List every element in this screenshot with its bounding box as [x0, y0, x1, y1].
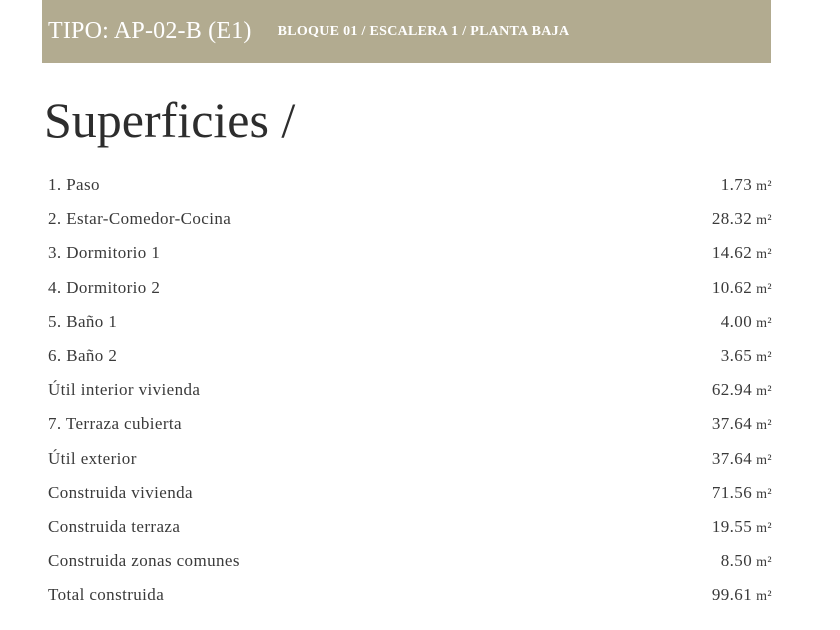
surface-value: [721, 551, 772, 571]
surface-value: [712, 414, 772, 434]
surface-row: [48, 305, 772, 339]
surface-value: [721, 312, 772, 332]
surface-label: Útil interior vivienda: [48, 380, 201, 400]
surface-value: [712, 243, 772, 263]
surface-value: [712, 517, 772, 537]
surface-value: [712, 449, 772, 469]
surface-label: 7. Terraza cubierta: [48, 414, 182, 434]
surface-value: [712, 380, 772, 400]
surface-value-number: 62.94: [711, 380, 753, 400]
surface-label: Total construida: [48, 585, 165, 605]
surface-row: [48, 271, 772, 305]
surface-value-number: 14.62: [711, 243, 753, 263]
surface-unit: m²: [756, 520, 772, 536]
surface-row: [48, 202, 772, 236]
surface-unit: m²: [756, 486, 772, 502]
surface-label: 5. Baño 1: [48, 311, 118, 331]
surface-value: [712, 483, 772, 503]
surface-row: [48, 407, 772, 441]
surface-label: Útil exterior: [48, 448, 137, 468]
surface-value: [712, 209, 772, 229]
surface-row: [48, 373, 772, 407]
surface-value: [712, 278, 772, 298]
surface-value-number: 10.62: [711, 277, 753, 297]
surface-value-number: 8.50: [720, 551, 753, 571]
surface-unit: m²: [756, 452, 772, 468]
surface-label: Construida terraza: [48, 516, 181, 536]
surface-row: [48, 510, 772, 544]
surface-value-number: 99.61: [711, 585, 753, 605]
surface-row: [48, 236, 772, 270]
surface-value-number: 37.64: [711, 414, 753, 434]
surface-row: [48, 578, 772, 612]
surface-value: [721, 346, 772, 366]
surface-label: 3. Dormitorio 1: [48, 243, 161, 263]
location-subtitle: BLOQUE 01 / ESCALERA 1 / PLANTA BAJA: [277, 23, 570, 39]
surface-value: [721, 175, 772, 195]
surface-label: 2. Estar-Comedor-Cocina: [48, 209, 232, 229]
surface-unit: m²: [756, 179, 772, 195]
header-band: [42, 0, 771, 63]
surface-value-number: 3.65: [720, 346, 753, 366]
surface-unit: m²: [756, 555, 772, 571]
surface-label: 6. Baño 2: [48, 346, 118, 366]
surface-value-number: 4.00: [720, 311, 753, 331]
surface-row: [48, 168, 772, 202]
surface-value: [712, 585, 772, 605]
surface-row: [48, 544, 772, 578]
surface-list: [48, 168, 772, 612]
surface-row: [48, 339, 772, 373]
surface-unit: m²: [756, 281, 772, 297]
surface-value-number: 37.64: [711, 448, 753, 468]
surface-value-number: 28.32: [711, 209, 753, 229]
surface-value-number: 71.56: [711, 482, 753, 502]
surface-label: 1. Paso: [48, 175, 100, 195]
surface-unit: m²: [756, 315, 772, 331]
surface-unit: m²: [756, 247, 772, 263]
surface-value-number: 1.73: [720, 175, 753, 195]
surface-unit: m²: [756, 213, 772, 229]
surface-unit: m²: [756, 589, 772, 605]
surface-label: Construida zonas comunes: [48, 551, 240, 571]
surface-label: Construida vivienda: [48, 482, 193, 502]
surface-row: [48, 442, 772, 476]
section-title: Superficies /: [44, 92, 296, 148]
surface-row: [48, 476, 772, 510]
surface-label: 4. Dormitorio 2: [48, 277, 161, 297]
surface-unit: m²: [756, 384, 772, 400]
unit-type-title: TIPO: AP-02-B (E1): [48, 18, 252, 44]
surface-unit: m²: [756, 418, 772, 434]
surface-unit: m²: [756, 350, 772, 366]
surface-value-number: 19.55: [711, 516, 753, 536]
